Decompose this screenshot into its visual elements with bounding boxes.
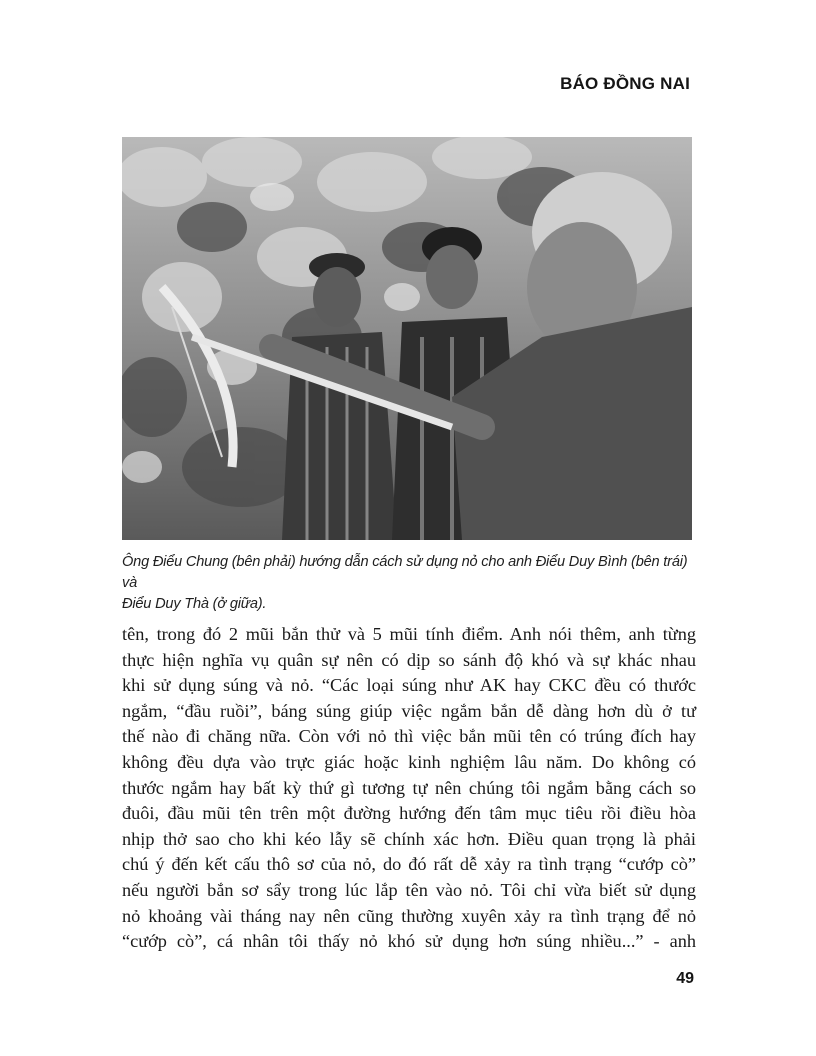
text-line: nỏ khoảng vài tháng nay nên cũng thường xuyên xảy ra tình trạng để nỏ — [122, 905, 696, 926]
text-line: nhịp thở sao cho khi kéo lẫy sẽ chính xác hơn. Điều quan trọng là phải — [122, 828, 696, 849]
text-line: nếu người bắn sơ sẩy trong lúc lắp tên vào nỏ. Tôi chỉ vừa biết sử dụng — [122, 879, 696, 900]
text-line: đuôi, đầu mũi tên trên một đường hướng đến tâm mục tiêu rồi điều hòa — [122, 803, 696, 824]
text-line: chú ý đến kết cấu thô sơ của nỏ, do đó rất dễ xảy ra tình trạng “cướp cò” — [122, 854, 696, 875]
photo — [122, 137, 692, 540]
text-line: “cướp cò”, cá nhân tôi thấy nỏ khó sử dụng hơn súng nhiều...” - anh — [122, 931, 696, 952]
text-line: thực hiện nghĩa vụ quân sự nên có dịp so sánh độ khó và sự khác nhau — [122, 649, 696, 670]
text-line: thế nào đi chăng nữa. Còn với nỏ thì việc bắn mũi tên có trúng đích hay — [122, 726, 696, 747]
photo-illustration — [122, 137, 692, 540]
text-line: thước ngắm hay bất kỳ thứ gì tương tự nên chúng tôi ngắm bằng cách so — [122, 777, 696, 798]
body-text — [122, 622, 696, 955]
caption-line: Ông Điểu Chung (bên phải) hướng dẫn cách sử dụng nỏ cho anh Điểu Duy Bình (bên trái) và — [122, 554, 688, 591]
text-line: ngắm, “đầu ruồi”, báng súng giúp việc ngắm bắn dễ dàng hơn dù ở tư — [122, 700, 696, 721]
running-header: BÁO ĐỒNG NAI — [560, 74, 690, 93]
photo-caption — [122, 552, 698, 615]
text-line: không đều dựa vào trực giác hoặc kinh nghiệm lâu năm. Do không có — [122, 751, 696, 772]
page-number: 49 — [676, 970, 694, 987]
text-line: khi sử dụng súng và nỏ. “Các loại súng như AK hay CKC đều có thước — [122, 675, 696, 696]
text-line: tên, trong đó 2 mũi bắn thử và 5 mũi tính điểm. Anh nói thêm, anh từng — [122, 624, 696, 644]
caption-line: Điểu Duy Thà (ở giữa). — [122, 596, 267, 612]
